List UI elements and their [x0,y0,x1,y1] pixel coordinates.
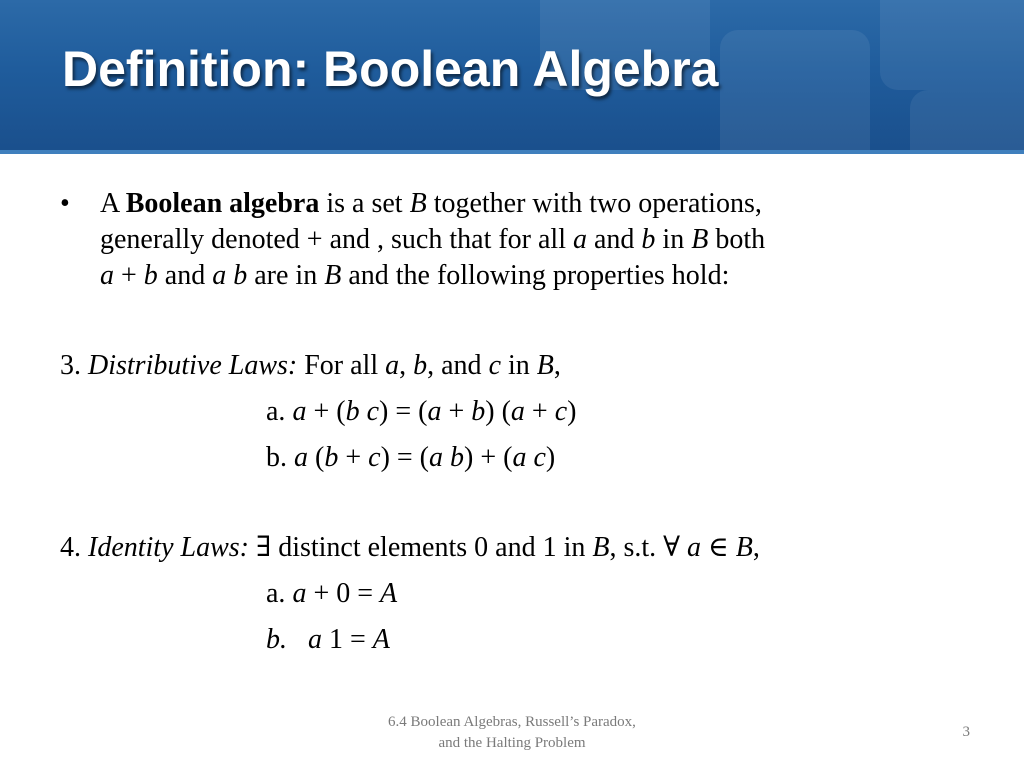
text: and the following properties hold: [341,260,730,291]
sym: + [524,396,555,427]
footer-line-1: 6.4 Boolean Algebras, Russell’s Paradox, [388,714,636,730]
sym: ) ( [485,396,511,427]
footer-line-2: and the Halting Problem [438,735,586,751]
var: b [345,396,360,427]
text: , [752,532,760,563]
sym: + [338,442,369,473]
var: b [450,442,465,473]
set-symbol: B [592,532,610,563]
var: b [471,396,486,427]
set-symbol: B [536,350,554,381]
text: ∃ distinct elements 0 and 1 in [249,532,593,563]
text: + [114,260,144,291]
var: a [427,396,442,427]
var: a [429,442,444,473]
sym: ) + ( [464,442,513,473]
distributive-heading [60,348,561,384]
title-bar [0,0,1024,154]
puzzle-decoration [720,30,870,154]
var-c: c [488,350,501,381]
var-b: b [233,260,248,291]
var: A [372,624,390,655]
var: a [287,624,322,655]
page-number: 3 [962,724,970,740]
set-symbol: B [691,224,709,255]
text: in [501,350,537,381]
text: and [586,224,642,255]
sym: + ( [306,396,346,427]
text: both [708,224,766,255]
law-name: Identity Laws: [88,532,249,563]
text: generally denoted + and [100,224,378,255]
var: c [366,396,379,427]
identity-heading [60,530,760,566]
text: , [399,350,414,381]
text: For all [297,350,386,381]
sym: ) = ( [379,396,428,427]
sym: + 0 = [306,578,381,609]
bullet-line-1 [100,186,762,222]
var: c [554,396,568,427]
identity-law-a [266,576,397,612]
var: a [294,442,308,473]
bullet-line-3 [100,258,729,294]
var-a: a [212,260,227,291]
law-name: Distributive Laws: [88,350,298,381]
var: b [324,442,339,473]
sub-label: a. [266,578,293,609]
term-boolean-algebra: Boolean algebra [125,188,320,219]
puzzle-decoration [880,0,1024,90]
text: are in [247,260,325,291]
var-b: b [143,260,158,291]
slide-title: Definition: Boolean Algebra [62,41,719,97]
sym [443,442,450,473]
sym: ) [567,396,577,427]
sym: ( [308,442,325,473]
sub-label: a. [266,396,293,427]
distributive-law-b [266,440,555,476]
var: a [510,396,525,427]
item-number: 3. [60,350,88,381]
sub-label: b. [266,442,294,473]
var-a: a [687,532,702,563]
text: ∈ [701,532,736,563]
text: in [655,224,692,255]
distributive-law-a [266,394,576,430]
text: , s.t. ∀ [609,532,688,563]
sym: ) = ( [380,442,430,473]
sym: + [441,396,472,427]
set-symbol: B [735,532,753,563]
bullet-icon: • [60,188,70,219]
var-a: a [100,260,114,291]
title-bar-edge [0,150,1024,154]
var: A [380,578,398,609]
var-b: b [641,224,656,255]
sym: 1 = [322,624,373,655]
var-a: a [385,350,400,381]
set-symbol: B [409,188,427,219]
identity-law-b [266,622,390,658]
item-number: 4. [60,532,88,563]
text: , [553,350,561,381]
var-a: a [572,224,587,255]
text: and [157,260,213,291]
text: , such that for all [377,224,573,255]
puzzle-decoration [910,90,1024,154]
var: c [533,442,546,473]
var: a [512,442,527,473]
sym [360,396,367,427]
footer-text [350,712,674,754]
bullet-line-2 [100,222,765,258]
var: a [292,578,307,609]
sym: ) [545,442,556,473]
var: c [368,442,381,473]
text: together with two operations, [426,188,762,219]
text: A [100,188,126,219]
var: a [292,396,307,427]
text: is a set [319,188,410,219]
sub-label: b. [266,624,287,655]
set-symbol: B [324,260,342,291]
text: , and [427,350,489,381]
var-b: b [413,350,428,381]
